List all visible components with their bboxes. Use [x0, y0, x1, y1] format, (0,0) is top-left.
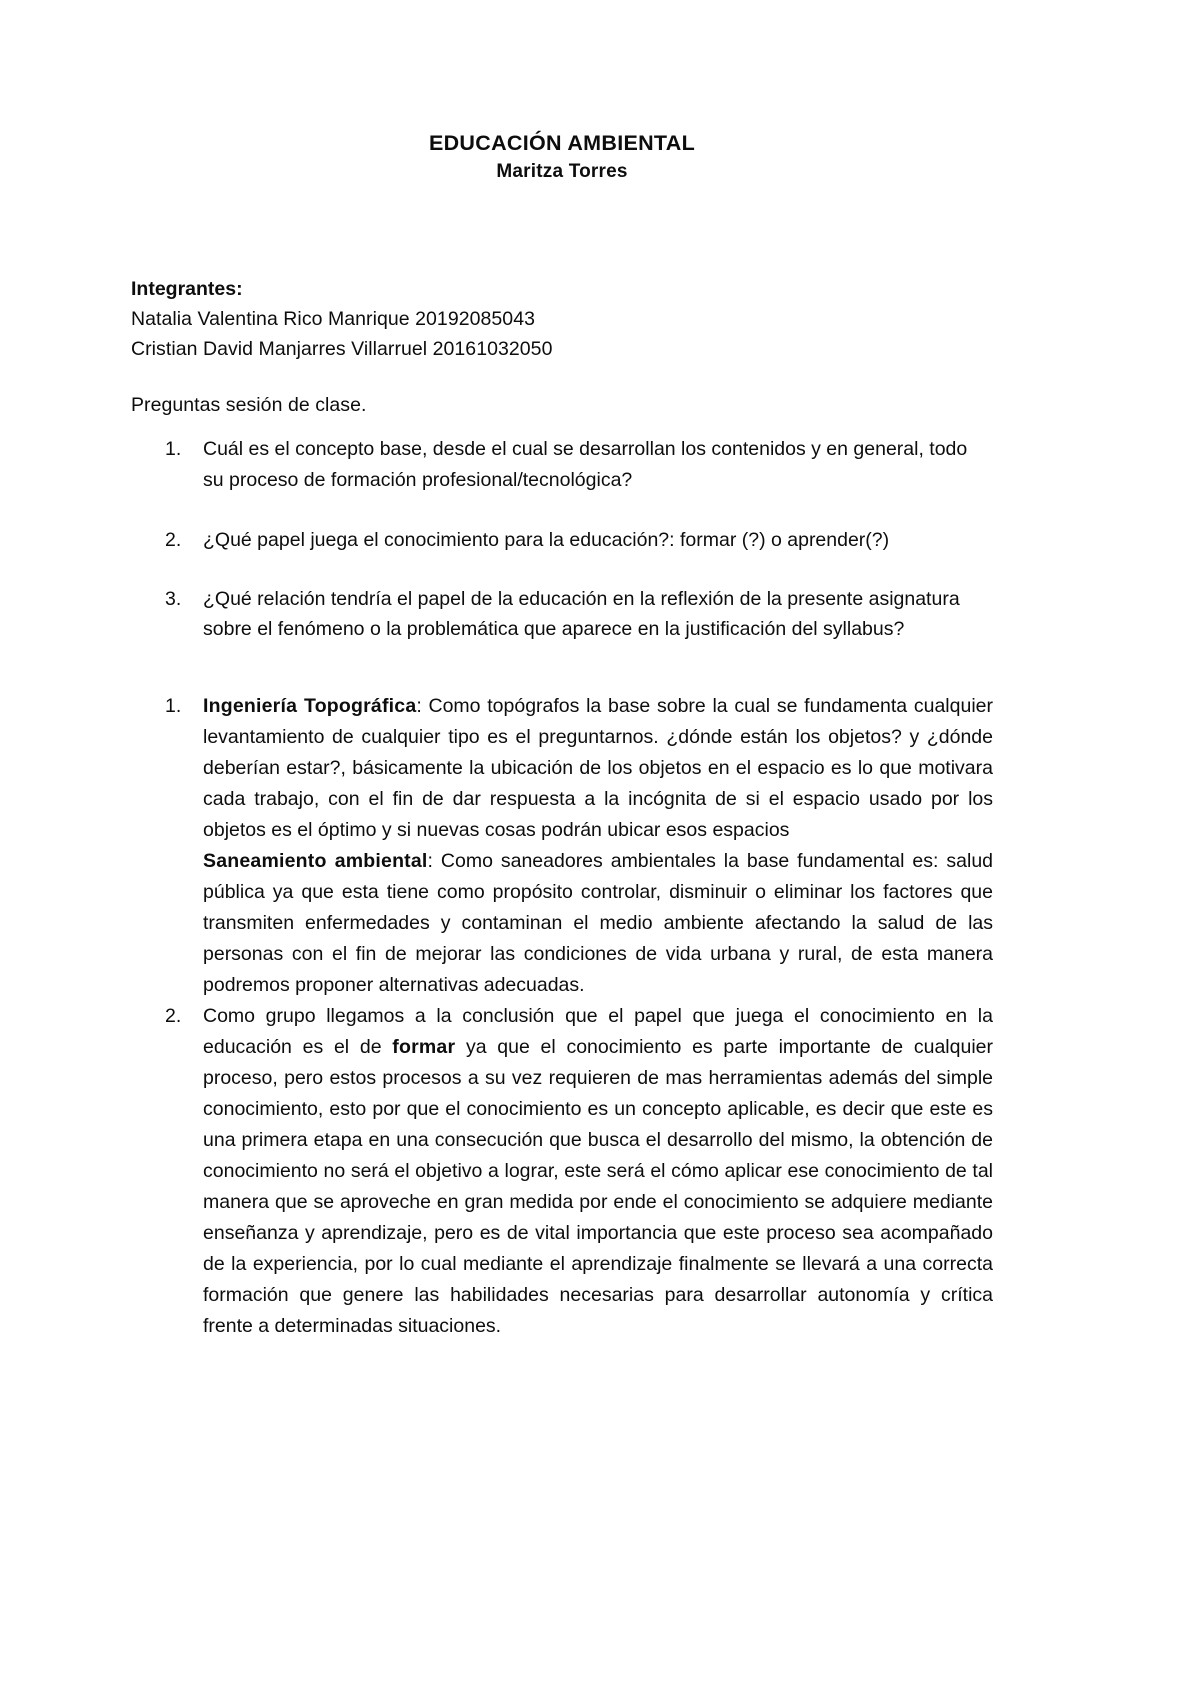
- spacer: [131, 364, 993, 390]
- answers-list: [131, 691, 993, 1342]
- sanitation-label: Saneamiento ambiental: [203, 849, 428, 872]
- spacer: [131, 420, 993, 434]
- sanitation-text: : Como saneadores ambientales la base fundamental es: salud pública ya que esta tiene como propósito controlar, disminuir o eliminar los factores que transmiten enfermedades y contaminan el medio ambiente afectando la salud de las personas con el fin de mejorar las condiciones de vida urbana y rural, de esta manera podremos proponer alternativas adecuadas.: [203, 849, 994, 996]
- page-title: EDUCACIÓN AMBIENTAL: [428, 131, 696, 155]
- list-item: ¿Qué relación tendría el papel de la educación en la reflexión de la presente asignatura sobre el fenómeno o la problemática que aparece en la justificación del syllabus?: [203, 587, 960, 640]
- list-item: ¿Qué papel juega el conocimiento para la educación?: formar (?) o aprender(?): [203, 529, 890, 551]
- member-name-1: Natalia Valentina Rico Manrique 20192085043: [131, 308, 535, 330]
- list-item: [203, 691, 993, 1001]
- member-name-2: Cristian David Manjarres Villarruel 20161032050: [131, 338, 553, 360]
- questions-list: [131, 434, 993, 645]
- list-item: Cuál es el concepto base, desde el cual se desarrollan los contenidos y en general, todo su proceso de formación profesional/tecnológica?: [203, 438, 968, 491]
- topography-text: : Como topógrafos la base sobre la cual se fundamenta cualquier levantamiento de cualquier tipo es el preguntarnos. ¿dónde están los objetos? y ¿dónde deberían estar?, básicamente la ubicación de los objetos en el espacio es lo que motivara cada trabajo, con el fin de dar respuesta a la incógnita de si el espacio usado por los objetos es el óptimo y si nuevas cosas podrán ubicar esos espacios: [203, 694, 994, 841]
- spacer: [131, 186, 993, 274]
- topography-label: Ingeniería Topográfica: [203, 694, 417, 717]
- list-item: [203, 1001, 993, 1342]
- document-author: Maritza Torres: [496, 161, 628, 182]
- answer-two-part2: ya que el conocimiento es parte importante de cualquier proceso, pero estos procesos a su vez requieren de mas herramientas además del simple conocimiento, esto por que el conocimiento es un concepto aplicable, es decir que este es una primera etapa en una consecución que busca el desarrollo del mismo, la obtención de conocimiento no será el objetivo a lograr, este será el cómo aplicar ese conocimiento de tal manera que se aproveche en gran medida por ende el conocimiento se adquiere mediante enseñanza y aprendizaje, pero es de vital importancia que este proceso sea acompañado de la experiencia, por lo cual mediante el aprendizaje finalmente se llevará a una correcta formación que genere las habilidades necesarias para desarrollar autonomía y crítica frente a determinadas situaciones.: [203, 1035, 993, 1337]
- spacer: [131, 645, 993, 691]
- document-content: [131, 128, 993, 1342]
- answer-two-bold-word: formar: [392, 1035, 456, 1058]
- answer-sanitation: [203, 846, 993, 1001]
- questions-heading: Preguntas sesión de clase.: [131, 394, 367, 416]
- answer-knowledge-role: [203, 1001, 993, 1342]
- answer-two-part1: Como grupo llegamos a la conclusión que el papel que juega el conocimiento en la educación es el de: [203, 1004, 993, 1058]
- answer-topography: [203, 691, 993, 846]
- members-label: Integrantes:: [131, 278, 243, 300]
